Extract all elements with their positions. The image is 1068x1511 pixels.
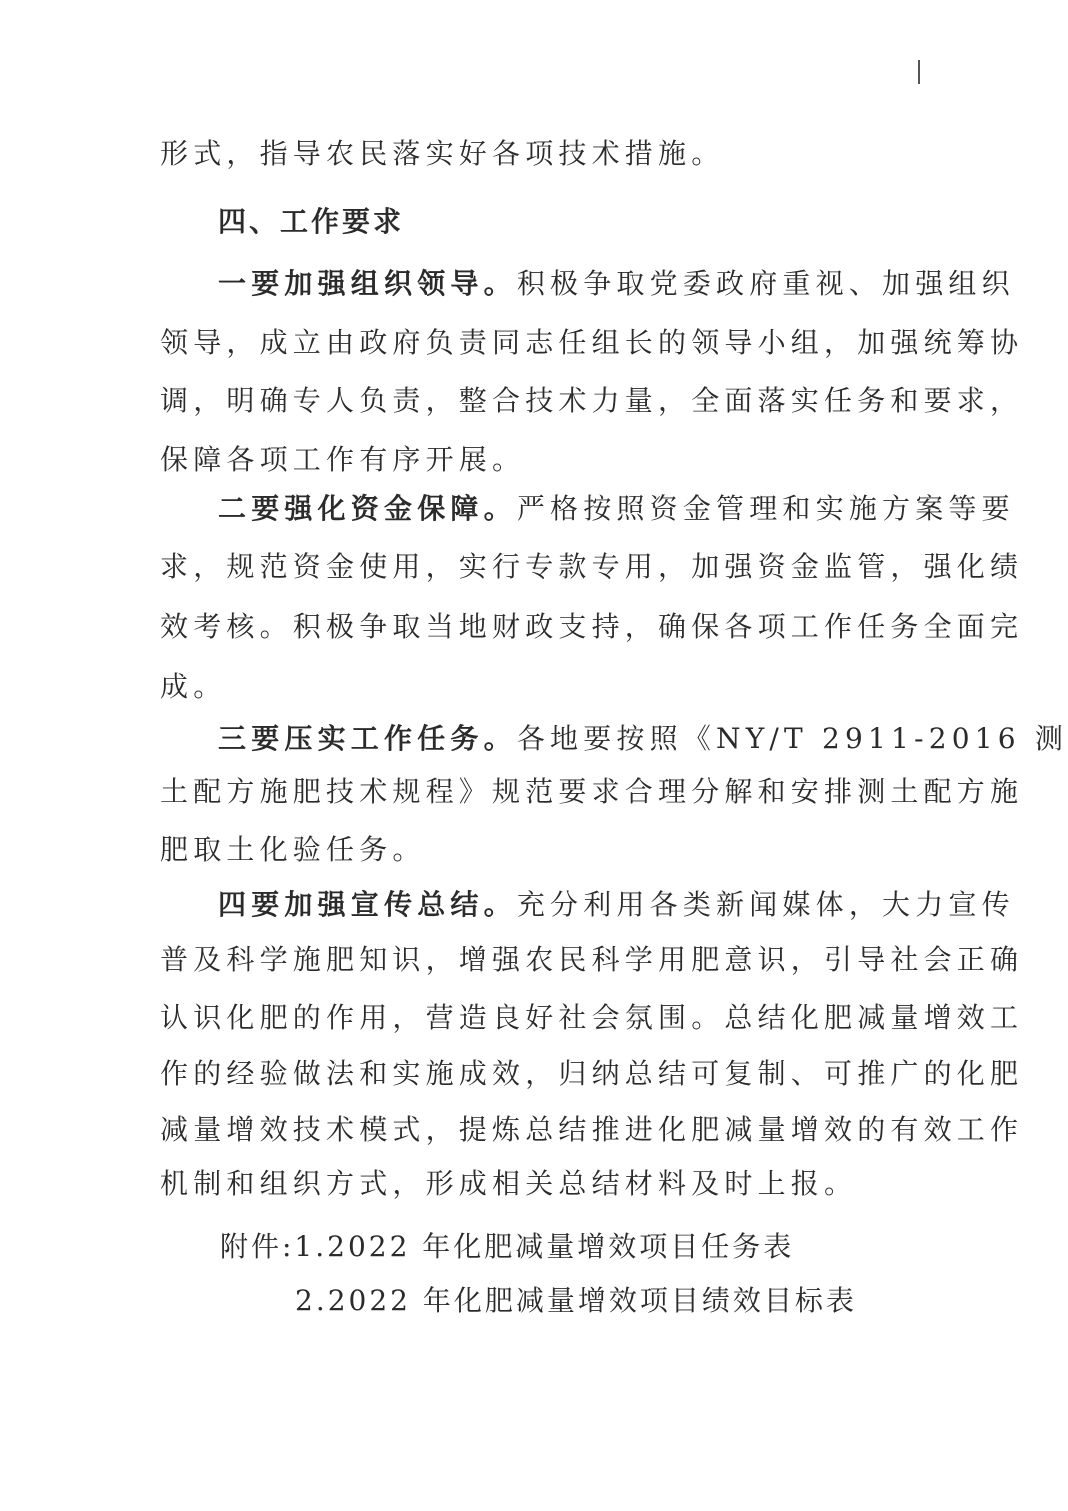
paragraph-lead: 二要强化资金保障。: [218, 492, 517, 525]
text-line: 求，规范资金使用，实行专款专用，加强资金监管，强化绩: [160, 550, 1024, 583]
paragraph-first-line: [218, 721, 1068, 757]
text-line: 领导，成立由政府负责同志任组长的领导小组，加强统筹协: [160, 326, 1024, 359]
text-line: 作的经验做法和实施成效，归纳总结可复制、可推广的化肥: [160, 1057, 1024, 1090]
paragraph-first-line: [218, 491, 1015, 527]
text-line: 普及科学施肥知识，增强农民科学用肥意识，引导社会正确: [160, 943, 1024, 976]
text-line: 减量增效技术模式，提炼总结推进化肥减量增效的有效工作: [160, 1113, 1024, 1146]
text-line: 肥取土化验任务。: [160, 833, 426, 866]
page-edge-mark: [918, 60, 920, 84]
text-line: 保障各项工作有序开展。: [160, 443, 526, 476]
paragraph-lead: 三要压实工作任务。: [218, 722, 517, 755]
attachment-2: 2.2022 年化肥减量增效项目绩效目标表: [295, 1284, 857, 1317]
attachment-1: 附件:1.2022 年化肥减量增效项目任务表: [220, 1230, 795, 1263]
paragraph-text: 严格按照资金管理和实施方案等要: [516, 492, 1015, 525]
paragraph-first-line: [218, 266, 1015, 302]
text-line: 成。: [160, 670, 227, 703]
paragraph-text: 充分利用各类新闻媒体，大力宣传: [516, 888, 1015, 921]
text-line: 机制和组织方式，形成相关总结材料及时上报。: [160, 1167, 858, 1200]
text-line: 效考核。积极争取当地财政支持，确保各项工作任务全面完: [160, 610, 1024, 643]
paragraph-text: 积极争取党委政府重视、加强组织: [516, 267, 1015, 300]
text-line: 形式，指导农民落实好各项技术措施。: [160, 137, 725, 170]
text-line: 调，明确专人负责，整合技术力量，全面落实任务和要求，: [160, 384, 1024, 417]
text-line: 土配方施肥技术规程》规范要求合理分解和安排测土配方施: [160, 775, 1024, 808]
paragraph-text: 各地要按照《NY/T 2911-2016 测: [516, 722, 1068, 755]
paragraph-lead: 四要加强宣传总结。: [218, 888, 517, 921]
paragraph-lead: 一要加强组织领导。: [218, 267, 517, 300]
text-line: 认识化肥的作用，营造良好社会氛围。总结化肥减量增效工: [160, 1001, 1024, 1034]
section-heading: 四、工作要求: [218, 205, 405, 238]
paragraph-first-line: [218, 887, 1015, 923]
